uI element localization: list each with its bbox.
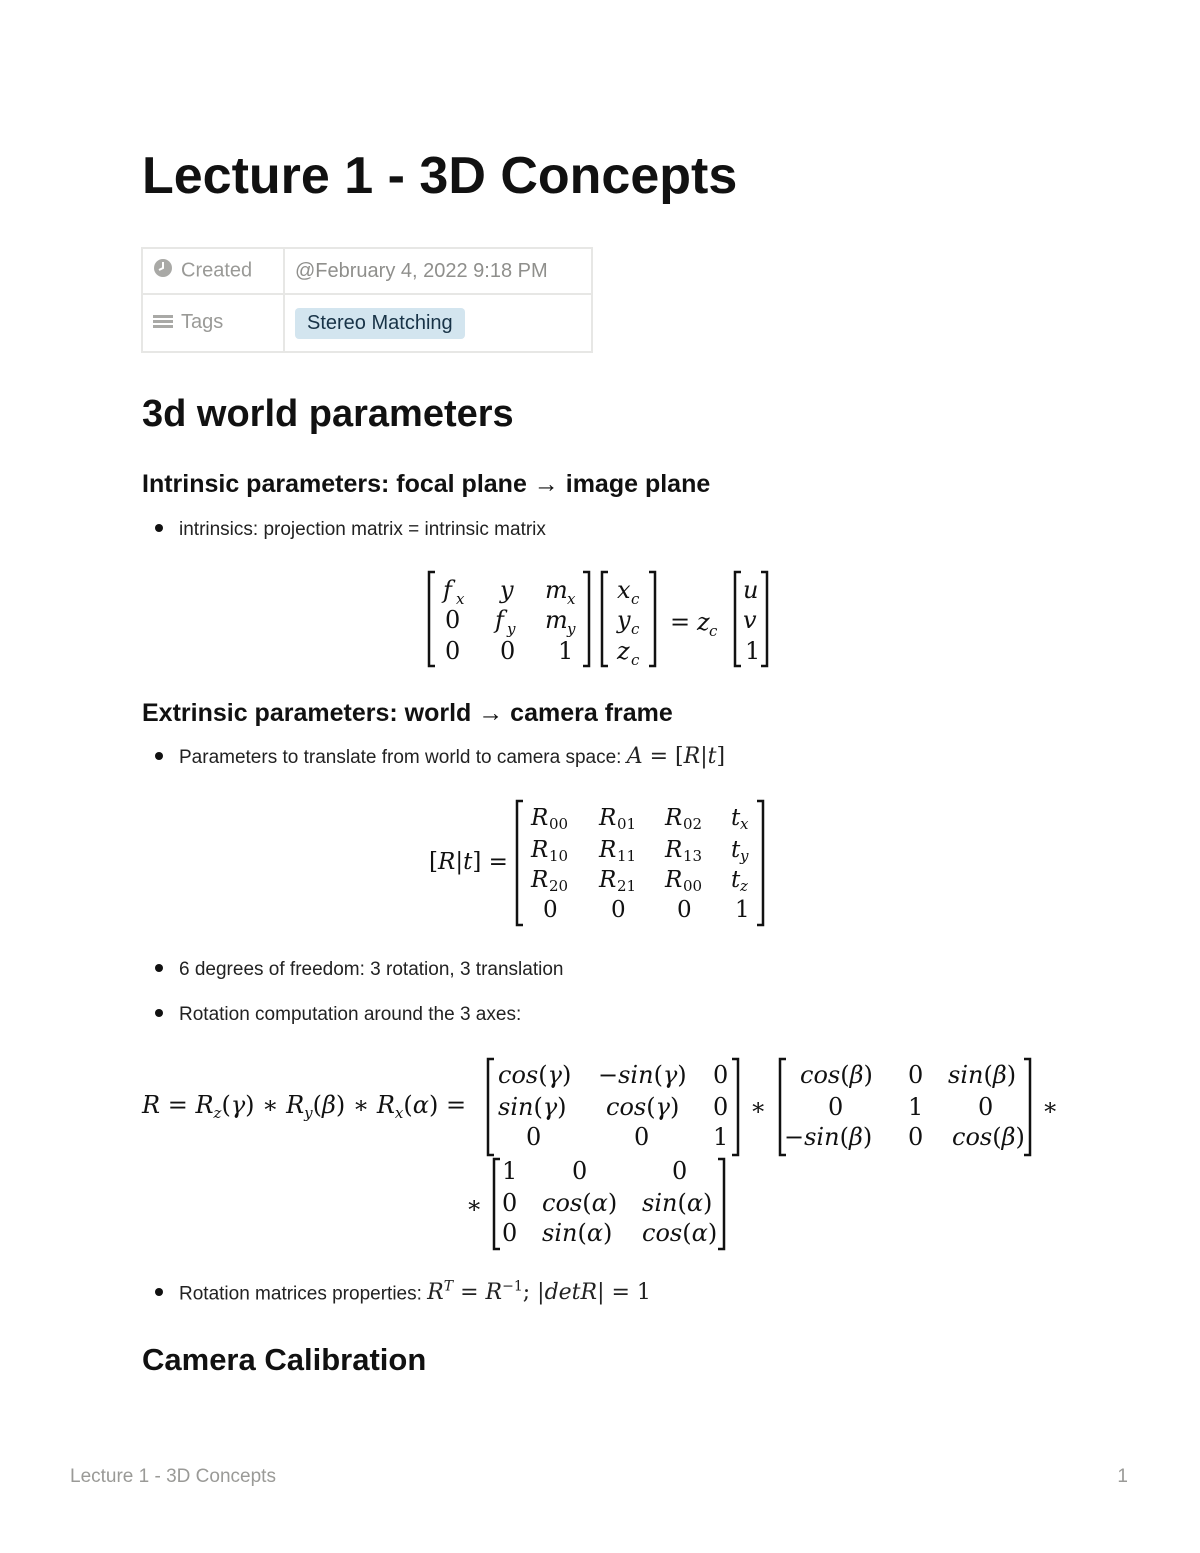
svg-text:0: 0	[543, 897, 558, 923]
svg-text:sin(β): sin(β)	[948, 1061, 1017, 1089]
properties-table	[141, 247, 593, 353]
bullet-intrinsics-text: intrinsics: projection matrix = intrinsic matrix	[179, 519, 546, 540]
svg-text:y: y	[567, 620, 576, 638]
svg-text:∗: ∗	[750, 1093, 767, 1121]
svg-text:R: R	[531, 837, 549, 863]
svg-text:z: z	[697, 608, 710, 636]
svg-text:R: R	[599, 805, 617, 831]
svg-text:c: c	[631, 620, 640, 638]
created-label: Created	[181, 259, 253, 282]
svg-text:0: 0	[445, 637, 461, 665]
bullet-rotation-properties	[155, 1279, 651, 1305]
svg-text:cos(γ): cos(γ)	[606, 1093, 680, 1121]
svg-text:y: y	[617, 606, 631, 634]
svg-text:0: 0	[502, 1219, 518, 1247]
svg-text:c: c	[631, 651, 640, 669]
svg-text:∗: ∗	[466, 1191, 483, 1219]
svg-text:0: 0	[828, 1093, 844, 1121]
svg-text:f: f	[443, 576, 452, 604]
bullet-degrees-of-freedom	[155, 959, 563, 981]
svg-text:0: 0	[908, 1123, 924, 1151]
clock-icon	[153, 258, 173, 284]
svg-text:1: 1	[745, 637, 761, 665]
inline-math-rotation-properties: $R^T = R^{-1}$; |detR| = 1	[427, 1279, 651, 1306]
svg-text:02: 02	[683, 815, 703, 833]
svg-text:R: R	[665, 867, 683, 893]
svg-text:R: R	[599, 867, 617, 893]
footer-title: Lecture 1 - 3D Concepts	[70, 1466, 276, 1487]
list-icon	[153, 312, 173, 335]
svg-text:01: 01	[617, 815, 637, 833]
svg-text:1: 1	[735, 897, 750, 923]
svg-text:c: c	[709, 622, 718, 640]
created-value[interactable]: @February 4, 2022 9:18 PM	[284, 248, 592, 294]
svg-text:cos(β): cos(β)	[952, 1123, 1025, 1151]
svg-text:[R|t] =: [R|t] =	[429, 849, 508, 875]
svg-text:z: z	[740, 877, 748, 895]
bullet-dof-text: 6 degrees of freedom: 3 rotation, 3 translation	[179, 959, 564, 980]
svg-text:1: 1	[908, 1093, 924, 1121]
svg-text:11: 11	[617, 847, 637, 865]
svg-text:u: u	[743, 576, 759, 604]
svg-text:0: 0	[978, 1093, 994, 1121]
bullet-rotation-text: Rotation computation around the 3 axes:	[179, 1004, 522, 1025]
svg-text:x: x	[456, 590, 465, 608]
svg-text:t: t	[731, 837, 741, 863]
svg-text:R = Rz(γ) ∗ Ry(β) ∗ Rx(α) =: $R = R_z(\gamma)$ ∗ $R_y(\beta)$ ∗ $R_x(\alpha)$ =	[142, 1091, 467, 1122]
svg-text:−sin(γ): −sin(γ)	[598, 1061, 687, 1089]
extrinsic-heading: Extrinsic parameters: world → camera frame	[142, 699, 673, 727]
extrinsic-matrix-equation	[425, 797, 775, 931]
intrinsic-heading: Intrinsic parameters: focal plane → image plane	[142, 470, 711, 498]
svg-text:y: y	[507, 620, 516, 638]
svg-text:sin(α): sin(α)	[642, 1189, 713, 1217]
bullet-intrinsics	[155, 519, 546, 541]
svg-text:−sin(β): −sin(β)	[784, 1123, 873, 1151]
bullet-properties-text: Rotation matrices properties:	[179, 1283, 428, 1305]
bullet-rotation-computation	[155, 1004, 521, 1026]
svg-text:cos(α): cos(α)	[642, 1219, 718, 1247]
tag-stereo-matching[interactable]: Stereo Matching	[295, 308, 465, 339]
svg-text:x: x	[740, 815, 749, 833]
inline-math-A-equals-Rt: A = [R|t]	[626, 744, 726, 769]
svg-text:m: m	[545, 606, 568, 634]
svg-text:x: x	[617, 576, 631, 604]
svg-text:1: 1	[502, 1157, 518, 1185]
svg-text:0: 0	[713, 1093, 729, 1121]
svg-text:v: v	[743, 606, 757, 634]
svg-text:m: m	[545, 576, 568, 604]
svg-text:y: y	[740, 847, 749, 865]
tags-property	[142, 294, 284, 352]
created-property	[142, 248, 284, 294]
svg-text:f: f	[495, 606, 504, 634]
svg-text:1: 1	[558, 637, 574, 665]
bullet-extrinsic-text: Parameters to translate from world to camera space:	[179, 747, 627, 768]
svg-text:t: t	[731, 805, 741, 831]
svg-text:R: R	[531, 805, 549, 831]
svg-text:0: 0	[672, 1157, 688, 1185]
svg-text:10: 10	[549, 847, 569, 865]
svg-text:∗: ∗	[1042, 1093, 1059, 1121]
svg-text:0: 0	[502, 1189, 518, 1217]
svg-text:cos(β): cos(β)	[800, 1061, 873, 1089]
svg-text:R: R	[531, 867, 549, 893]
svg-text:z: z	[617, 637, 630, 665]
page-title: Lecture 1 - 3D Concepts	[142, 147, 738, 205]
section-heading-camera-calibration: Camera Calibration	[142, 1342, 427, 1377]
svg-text:cos(γ): cos(γ)	[498, 1061, 572, 1089]
svg-text:0: 0	[500, 637, 516, 665]
rotation-matrix-equation	[140, 1055, 1070, 1255]
svg-text:sin(α): sin(α)	[542, 1219, 613, 1247]
svg-text:0: 0	[634, 1123, 650, 1151]
svg-text:0: 0	[713, 1061, 729, 1089]
svg-text:0: 0	[445, 606, 461, 634]
svg-text:y: y	[500, 576, 514, 604]
svg-text:R: R	[665, 805, 683, 831]
svg-text:=: =	[670, 608, 691, 636]
svg-text:R: R	[665, 837, 683, 863]
svg-text:t: t	[731, 867, 741, 893]
svg-text:0: 0	[611, 897, 626, 923]
section-heading-3d-world: 3d world parameters	[142, 393, 514, 435]
svg-text:c: c	[631, 590, 640, 608]
bullet-extrinsic-params	[155, 744, 725, 769]
svg-text:20: 20	[549, 877, 569, 895]
svg-text:x: x	[567, 590, 576, 608]
svg-text:cos(α): cos(α)	[542, 1189, 618, 1217]
svg-text:0: 0	[908, 1061, 924, 1089]
svg-text:13: 13	[683, 847, 703, 865]
svg-text:00: 00	[683, 877, 703, 895]
svg-text:1: 1	[713, 1123, 729, 1151]
tags-label: Tags	[181, 311, 224, 334]
svg-text:21: 21	[617, 877, 637, 895]
svg-text:sin(γ): sin(γ)	[498, 1093, 567, 1121]
intrinsic-matrix-equation	[425, 568, 785, 672]
svg-text:0: 0	[677, 897, 692, 923]
footer-page-number: 1	[1117, 1466, 1128, 1487]
svg-text:00: 00	[549, 815, 569, 833]
svg-text:0: 0	[572, 1157, 588, 1185]
svg-text:0: 0	[526, 1123, 542, 1151]
tags-value	[284, 294, 592, 352]
svg-text:R: R	[599, 837, 617, 863]
